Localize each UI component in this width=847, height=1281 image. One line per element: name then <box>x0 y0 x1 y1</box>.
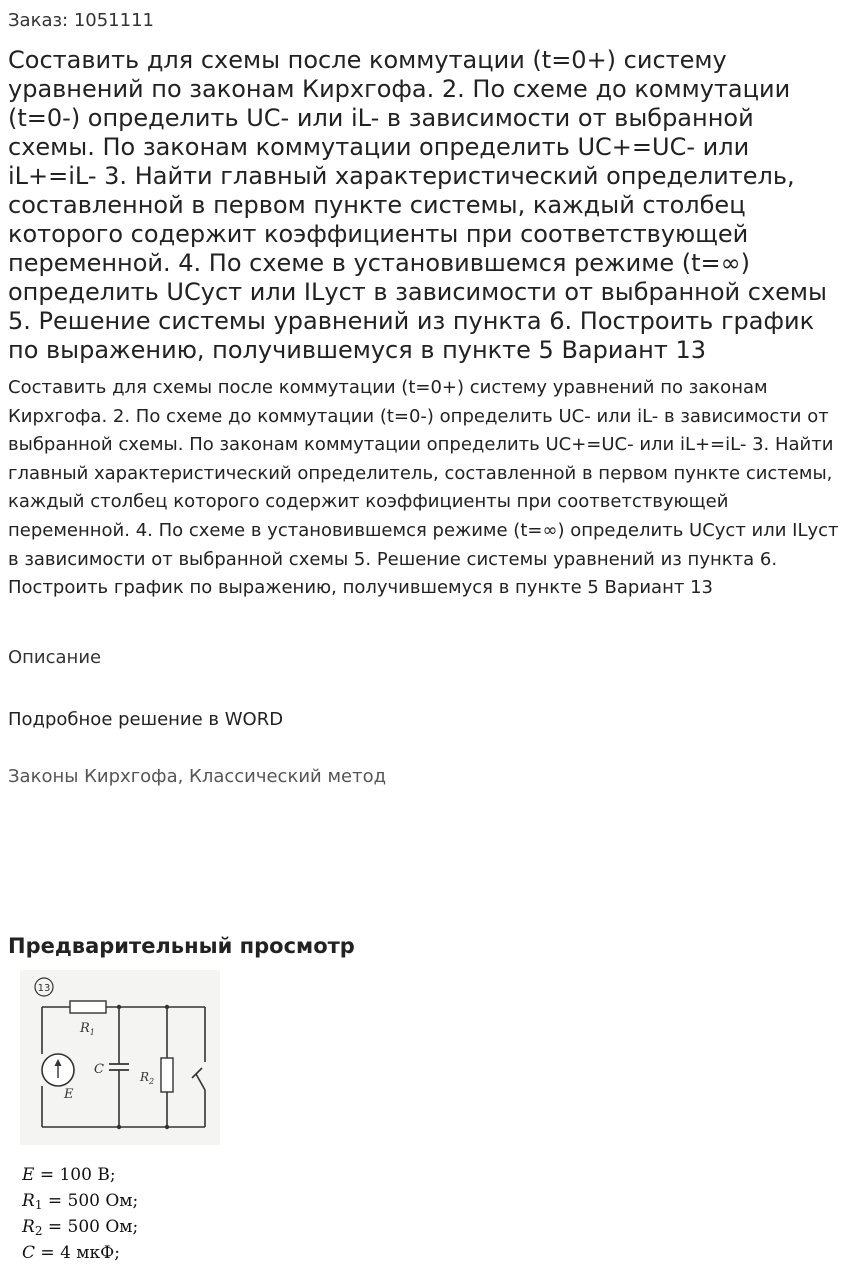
preview-heading: Предварительный просмотр <box>8 934 355 958</box>
circuit-parameters <box>22 1162 138 1266</box>
circuit-diagram <box>20 970 220 1145</box>
label-r1: $R_1$ <box>80 1021 95 1037</box>
order-number: Заказ: 1051111 <box>8 10 154 31</box>
param-row-r2: $R_2 = 500$ Ом; <box>22 1217 139 1238</box>
label-r2: $R_2$ <box>140 1070 155 1086</box>
resistor-r1 <box>70 1001 106 1013</box>
variant-mark-label: 13 <box>37 983 51 994</box>
circuit-diagram-preview <box>20 970 220 1145</box>
task-description: Составить для схемы после коммутации (t=0+) систему уравнений по законам Кирхгофа. 2. По схеме до коммутации (t=0-) определить UC- или iL- в зависимости от выбранной схемы. По законам коммутации определить UC+=UC- или iL+=iL- 3. Найти главный характеристический определитель, составленной в первом пункте системы, каждый столбец которого содержит коэффициенты при соответствующей переменной. 4. По схеме в установившемся режиме (t=∞) определить UCуст или ILуст в зависимости от выбранной схемы 5. Решение системы уравнений из пункта 6. Построить график по выражению, получившемуся в пункте 5 Вариант 13 <box>8 377 839 599</box>
label-c: C <box>94 1062 104 1077</box>
task-title: Составить для схемы после коммутации (t=0+) систему уравнений по законам Кирхгофа. 2. По схеме до коммутации (t=0-) определить UC- или iL- в зависимости от выбранной схемы. По законам коммутации определить UC+=UC- или iL+=iL- 3. Найти главный характеристический определитель, составленной в первом пункте системы, каждый столбец которого содержит коэффициенты при соответствующей переменной. 4. По схеме в установившемся режиме (t=∞) определить UCуст или ILуст в зависимости от выбранной схемы 5. Решение системы уравнений из пункта 6. Построить график по выражению, получившемуся в пункте 5 Вариант 13 <box>8 46 827 364</box>
topic-tags: Законы Кирхгофа, Классический метод <box>8 766 387 787</box>
param-row-r1: $R_1 = 500$ Ом; <box>22 1191 139 1212</box>
resistor-r2 <box>161 1058 173 1092</box>
solution-format: Подробное решение в WORD <box>8 709 284 730</box>
description-heading: Описание <box>8 647 102 668</box>
param-row-e: E = 100 В; <box>22 1165 116 1185</box>
label-e: E <box>64 1087 74 1102</box>
param-row-c: C = 4 мкФ; <box>22 1243 120 1263</box>
